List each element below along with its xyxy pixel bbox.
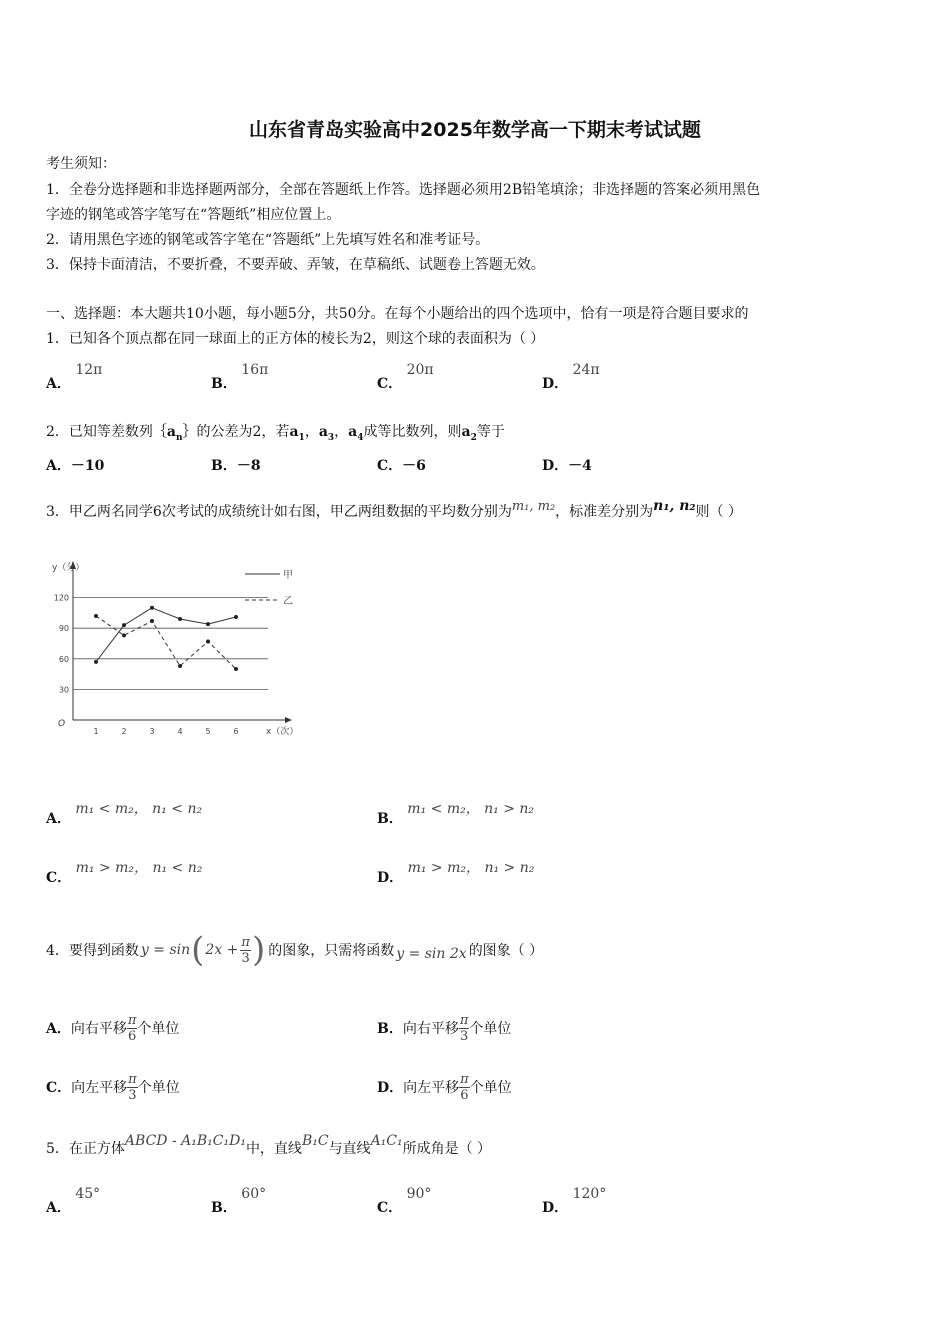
q1-stem: 1．已知各个顶点都在同一球面上的正方体的棱长为2，则这个球的表面积为（ ）	[46, 331, 545, 347]
data-point	[122, 633, 126, 637]
data-point	[234, 667, 238, 671]
option-letter: A．	[46, 1200, 71, 1216]
q4-option-a[interactable]: A． 向右平移 $\frac{\pi}{6}$ 个单位	[46, 1012, 180, 1044]
y-axis-label: y（分）	[52, 563, 85, 573]
q5-option-d[interactable]	[542, 1186, 607, 1217]
option-value: 24π	[572, 362, 600, 378]
q1-option-b[interactable]	[211, 362, 269, 393]
q4-option-d[interactable]: D． 向左平移 $\frac{\pi}{6}$ 个单位	[377, 1071, 512, 1103]
legend-label: 乙	[283, 596, 293, 607]
notice-line-1b: 字迹的钢笔或答字笔写在“答题纸”相应位置上。	[46, 207, 341, 223]
x-tick-label: 2	[121, 727, 127, 736]
q2-option-b[interactable]: B．－8	[211, 458, 261, 474]
option-value: m₁ > m₂， n₁ < n₂	[75, 860, 203, 876]
option-value: 90°	[406, 1186, 432, 1202]
option-letter: D．	[542, 1200, 569, 1216]
option-value: 16π	[241, 362, 269, 378]
option-value: 20π	[406, 362, 434, 378]
option-value: m₁ < m₂， n₁ < n₂	[75, 801, 203, 817]
y-tick-label: 30	[58, 685, 69, 695]
q3-stem: 3．甲乙两名同学6次考试的成绩统计如右图，甲乙两组数据的平均数分别为m₁, m₂，标准差分别为n₁, n₂则（ ）	[46, 498, 742, 520]
data-point	[94, 614, 98, 618]
series-line-jia	[96, 608, 236, 662]
x-tick-label: 4	[177, 727, 183, 736]
data-point	[94, 660, 98, 664]
q4-option-b[interactable]: B． 向右平移 $\frac{\pi}{3}$ 个单位	[377, 1012, 512, 1044]
option-letter: B．	[377, 811, 403, 827]
series-line-yi	[96, 616, 236, 669]
x-tick-label: 6	[233, 727, 239, 736]
q2-option-c[interactable]: C．－6	[377, 458, 426, 474]
q3-option-c[interactable]	[46, 860, 203, 887]
option-value: 45°	[75, 1186, 101, 1202]
q2-option-a[interactable]: A．－10	[46, 458, 105, 474]
q1-option-d[interactable]	[542, 362, 600, 393]
x-axis-label: x（次）	[266, 727, 299, 737]
option-letter: C．	[377, 1200, 403, 1216]
q4-stem: 4．要得到函数 y = sin ( 2x + $\frac{\pi}{3}$ ) 的图象，只需将函数 y = sin 2x 的图象（ ）	[46, 930, 544, 970]
option-value: 12π	[75, 362, 103, 378]
q5-option-a[interactable]	[46, 1186, 101, 1217]
data-point	[206, 622, 210, 626]
q3-option-a[interactable]	[46, 801, 203, 828]
option-letter: B．	[211, 1200, 237, 1216]
option-letter: D．	[377, 870, 404, 886]
notice-line-2: 2．请用黑色字迹的钢笔或答字笔在“答题纸”上先填写姓名和准考证号。	[46, 232, 490, 248]
origin-label: O	[58, 719, 66, 729]
q1-option-c[interactable]	[377, 362, 434, 393]
q5-option-c[interactable]	[377, 1186, 432, 1217]
q3-option-b[interactable]	[377, 801, 535, 828]
x-tick-label: 3	[149, 727, 155, 736]
x-tick-label: 1	[93, 727, 99, 736]
x-axis-arrow	[285, 717, 292, 723]
y-tick-label: 90	[58, 624, 69, 634]
q3-option-d[interactable]	[377, 860, 535, 887]
notice-line-3: 3．保持卡面清洁，不要折叠，不要弄破、弄皱，在草稿纸、试题卷上答题无效。	[46, 257, 545, 273]
option-letter: A．	[46, 376, 71, 392]
notice-line-1a: 1．全卷分选择题和非选择题两部分，全部在答题纸上作答。选择题必须用2B铅笔填涂；非选择题的答案必须用黑色	[46, 182, 761, 198]
option-value: 120°	[572, 1186, 607, 1202]
option-letter: D．	[542, 376, 569, 392]
q1-option-a[interactable]	[46, 362, 103, 393]
option-value: m₁ < m₂， n₁ > n₂	[407, 801, 535, 817]
q4-option-c[interactable]: C． 向左平移 $\frac{\pi}{3}$ 个单位	[46, 1071, 180, 1103]
option-value: 60°	[241, 1186, 267, 1202]
x-tick-label: 5	[205, 727, 211, 736]
data-point	[150, 619, 154, 623]
option-letter: C．	[46, 870, 72, 886]
q5-option-b[interactable]	[211, 1186, 267, 1217]
option-value: m₁ > m₂， n₁ > n₂	[407, 860, 535, 876]
option-letter: B．	[211, 376, 237, 392]
q2-stem: 2．已知等差数列$\{a_n\}$的公差为2，若$a_1$，$a_3$，$a_4$成等比数列，则$a_2$等于	[46, 424, 505, 443]
q5-stem: 5．在正方体ABCD - A₁B₁C₁D₁中，直线B₁C与直线A₁C₁所成角是（ ）	[46, 1133, 492, 1157]
data-point	[206, 639, 210, 643]
y-tick-label: 120	[53, 593, 69, 603]
notice-heading: 考生须知：	[46, 156, 116, 172]
data-point	[178, 664, 182, 668]
data-point	[234, 615, 238, 619]
option-letter: A．	[46, 811, 71, 827]
y-tick-label: 60	[58, 654, 69, 664]
data-point	[150, 606, 154, 610]
score-line-chart	[40, 555, 310, 745]
option-letter: C．	[377, 376, 403, 392]
q2-option-d[interactable]: D．－4	[542, 458, 592, 474]
data-point	[178, 617, 182, 621]
section-heading: 一、选择题：本大题共10小题，每小题5分，共50分。在每个小题给出的四个选项中，恰有一项是符合题目要求的	[46, 306, 749, 322]
legend-label: 甲	[283, 570, 293, 581]
data-point	[122, 623, 126, 627]
page-title: 山东省青岛实验高中2025年数学高一下期末考试试题	[249, 119, 701, 141]
